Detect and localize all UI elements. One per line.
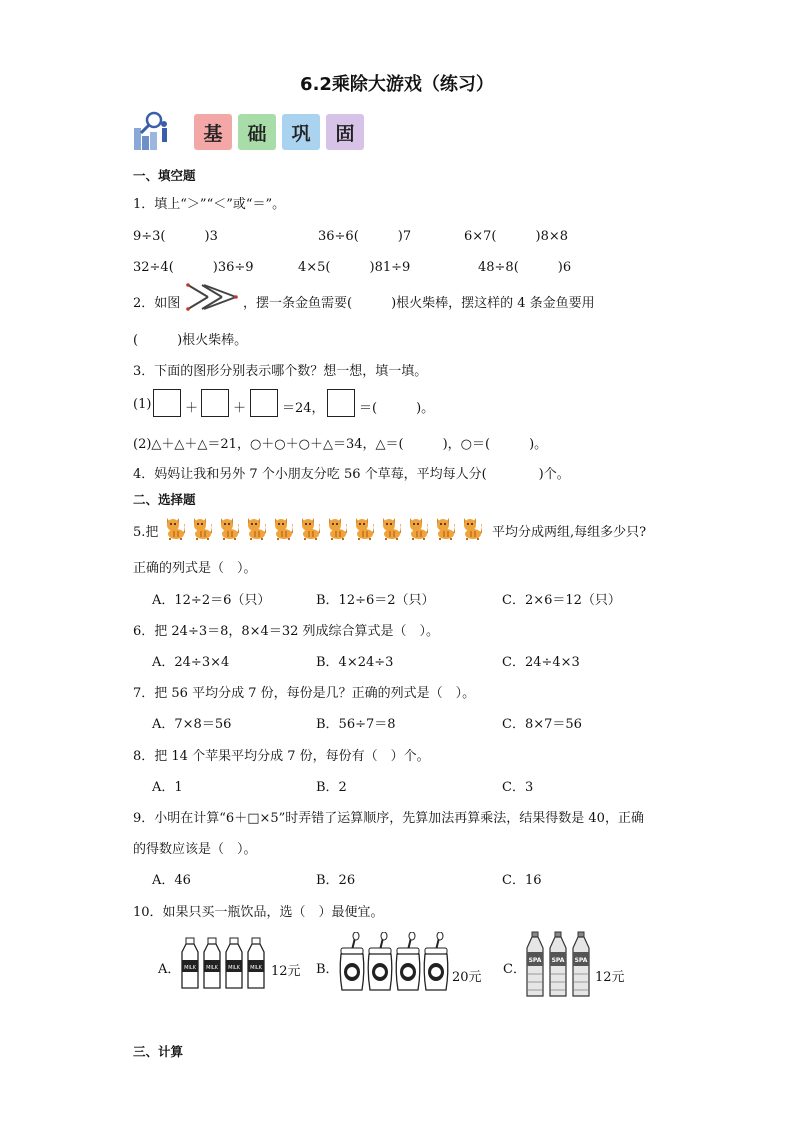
option-b[interactable]: B．26: [316, 873, 356, 888]
q1-item: 9÷3( )3: [133, 229, 218, 244]
yogurt-jar-icon: [424, 932, 448, 990]
plus-sign: ＋: [185, 401, 199, 416]
milk-label: MILK: [206, 965, 218, 971]
water-bottle-icon: [550, 932, 566, 996]
plus-sign: ＋: [233, 401, 247, 416]
yogurt-jar-icon: [368, 932, 392, 990]
yogurt-jar-icon: [340, 932, 364, 990]
cat-icon: [190, 514, 212, 540]
option-a[interactable]: A．24÷3×4: [152, 655, 230, 670]
q1-item: 48÷8( )6: [478, 260, 572, 275]
milk-label: MILK: [184, 965, 196, 971]
square-box: [201, 389, 229, 417]
option-a[interactable]: A．1: [152, 780, 183, 795]
water-bottles-icon: [524, 930, 594, 1000]
section-heading-fill: 一、填空题: [133, 168, 196, 183]
q3-p1-eq2: ＝( )。: [359, 401, 435, 416]
option-a[interactable]: A．7×8＝56: [152, 717, 232, 732]
option-a[interactable]: A．: [158, 962, 181, 977]
q5-line2: 正确的列式是（ ）。: [133, 561, 257, 576]
option-b[interactable]: B．: [316, 962, 339, 977]
section-banner: [132, 108, 372, 156]
q9-line1: 9．小明在计算“6＋□×5”时弄错了运算顺序，先算加法再算乘法，结果得数是 40，正确: [133, 811, 644, 826]
section-heading-calc: 三、计算: [133, 1044, 184, 1059]
cat-row: [163, 514, 485, 542]
cat-icon: [379, 514, 401, 540]
cat-icon: [325, 514, 347, 540]
milk-bottles-icon: [180, 936, 272, 990]
q1-item: 36÷6( )7: [318, 229, 412, 244]
cat-icon: [460, 514, 482, 540]
yogurt-jars-icon: [338, 932, 454, 994]
milk-bottle-icon: [248, 938, 264, 988]
yogurt-jar-icon: [396, 932, 420, 990]
q5-suffix: 平均分成两组,每组多少只?: [492, 525, 647, 540]
option-b[interactable]: B．56÷7＝8: [316, 717, 396, 732]
cat-icon: [271, 514, 293, 540]
option-c[interactable]: C．8×7＝56: [502, 717, 582, 732]
cat-icon: [244, 514, 266, 540]
q4-text: 4．妈妈让我和另外 7 个小朋友分吃 56 个草莓，平均每人分( )个。: [133, 467, 570, 482]
q3-p2: (2)△＋△＋△＝21，○＋○＋○＋△＝34，△＝( )，○＝( )。: [133, 437, 548, 452]
cat-icon: [406, 514, 428, 540]
square-box: [327, 389, 355, 417]
price-c: 12元: [595, 970, 625, 985]
option-b[interactable]: B．4×24÷3: [316, 655, 394, 670]
milk-label: MILK: [228, 965, 240, 971]
milk-bottle-icon: [182, 938, 198, 988]
water-bottle-icon: [573, 932, 589, 996]
q2-prefix: 2．如图: [133, 296, 181, 311]
spa-label: SPA: [551, 957, 565, 964]
matchstick-fish-icon: [184, 280, 240, 314]
option-c[interactable]: C．2×6＝12（只）: [502, 593, 621, 608]
water-bottle-icon: [527, 932, 543, 996]
q10-text: 10．如果只买一瓶饮品，选（ ）最便宜。: [133, 905, 384, 920]
option-c[interactable]: C．3: [502, 780, 534, 795]
q1-item: 4×5( )81÷9: [298, 260, 411, 275]
section-heading-choice: 二、选择题: [133, 492, 196, 507]
option-c[interactable]: C．: [503, 962, 526, 977]
q2-line2: ( )根火柴棒。: [133, 333, 248, 348]
spa-label: SPA: [574, 957, 588, 964]
option-b[interactable]: B．2: [316, 780, 347, 795]
banner-tile-2: 础: [238, 114, 276, 150]
q3-p1-label: (1): [133, 397, 152, 412]
banner-tile-1: 基: [194, 114, 232, 150]
q6-text: 6．把 24÷3＝8，8×4＝32 列成综合算式是（ ）。: [133, 624, 439, 639]
q5-prefix: 5.把: [133, 525, 159, 540]
option-a[interactable]: A．12÷2＝6（只）: [152, 593, 271, 608]
q7-text: 7．把 56 平均分成 7 份，每份是几？正确的列式是（ ）。: [133, 686, 476, 701]
price-a: 12元: [271, 964, 301, 979]
cat-icon: [163, 514, 185, 540]
spa-label: SPA: [528, 957, 542, 964]
cat-icon: [298, 514, 320, 540]
option-c[interactable]: C．16: [502, 873, 542, 888]
q9-line2: 的得数应该是（ ）。: [133, 842, 257, 857]
milk-bottle-icon: [204, 938, 220, 988]
cat-icon: [217, 514, 239, 540]
banner-tile-3: 巩: [282, 114, 320, 150]
milk-label: MILK: [250, 965, 262, 971]
square-box: [250, 389, 278, 417]
q3-text: 3．下面的图形分别表示哪个数？想一想，填一填。: [133, 364, 428, 379]
magnifier-person-icon: [132, 110, 172, 154]
price-b: 20元: [452, 970, 482, 985]
option-b[interactable]: B．12÷6＝2（只）: [316, 593, 435, 608]
banner-tile-4: 固: [326, 114, 364, 150]
q8-text: 8．把 14 个苹果平均分成 7 份，每份有（ ）个。: [133, 749, 430, 764]
q1-item: 6×7( )8×8: [464, 229, 569, 244]
q2-text: ，摆一条金鱼需要( )根火柴棒，摆这样的 4 条金鱼要用: [243, 296, 595, 311]
cat-icon: [352, 514, 374, 540]
q3-p1-eq: ＝24，: [282, 401, 325, 416]
cat-icon: [433, 514, 455, 540]
q1-item: 32÷4( )36÷9: [133, 260, 254, 275]
milk-bottle-icon: [226, 938, 242, 988]
q1-text: 1．填上“＞”“＜”或“＝”。: [133, 197, 286, 212]
option-a[interactable]: A．46: [152, 873, 191, 888]
page-title: 6.2乘除大游戏（练习）: [300, 74, 494, 95]
option-c[interactable]: C．24÷4×3: [502, 655, 580, 670]
square-box: [153, 389, 181, 417]
